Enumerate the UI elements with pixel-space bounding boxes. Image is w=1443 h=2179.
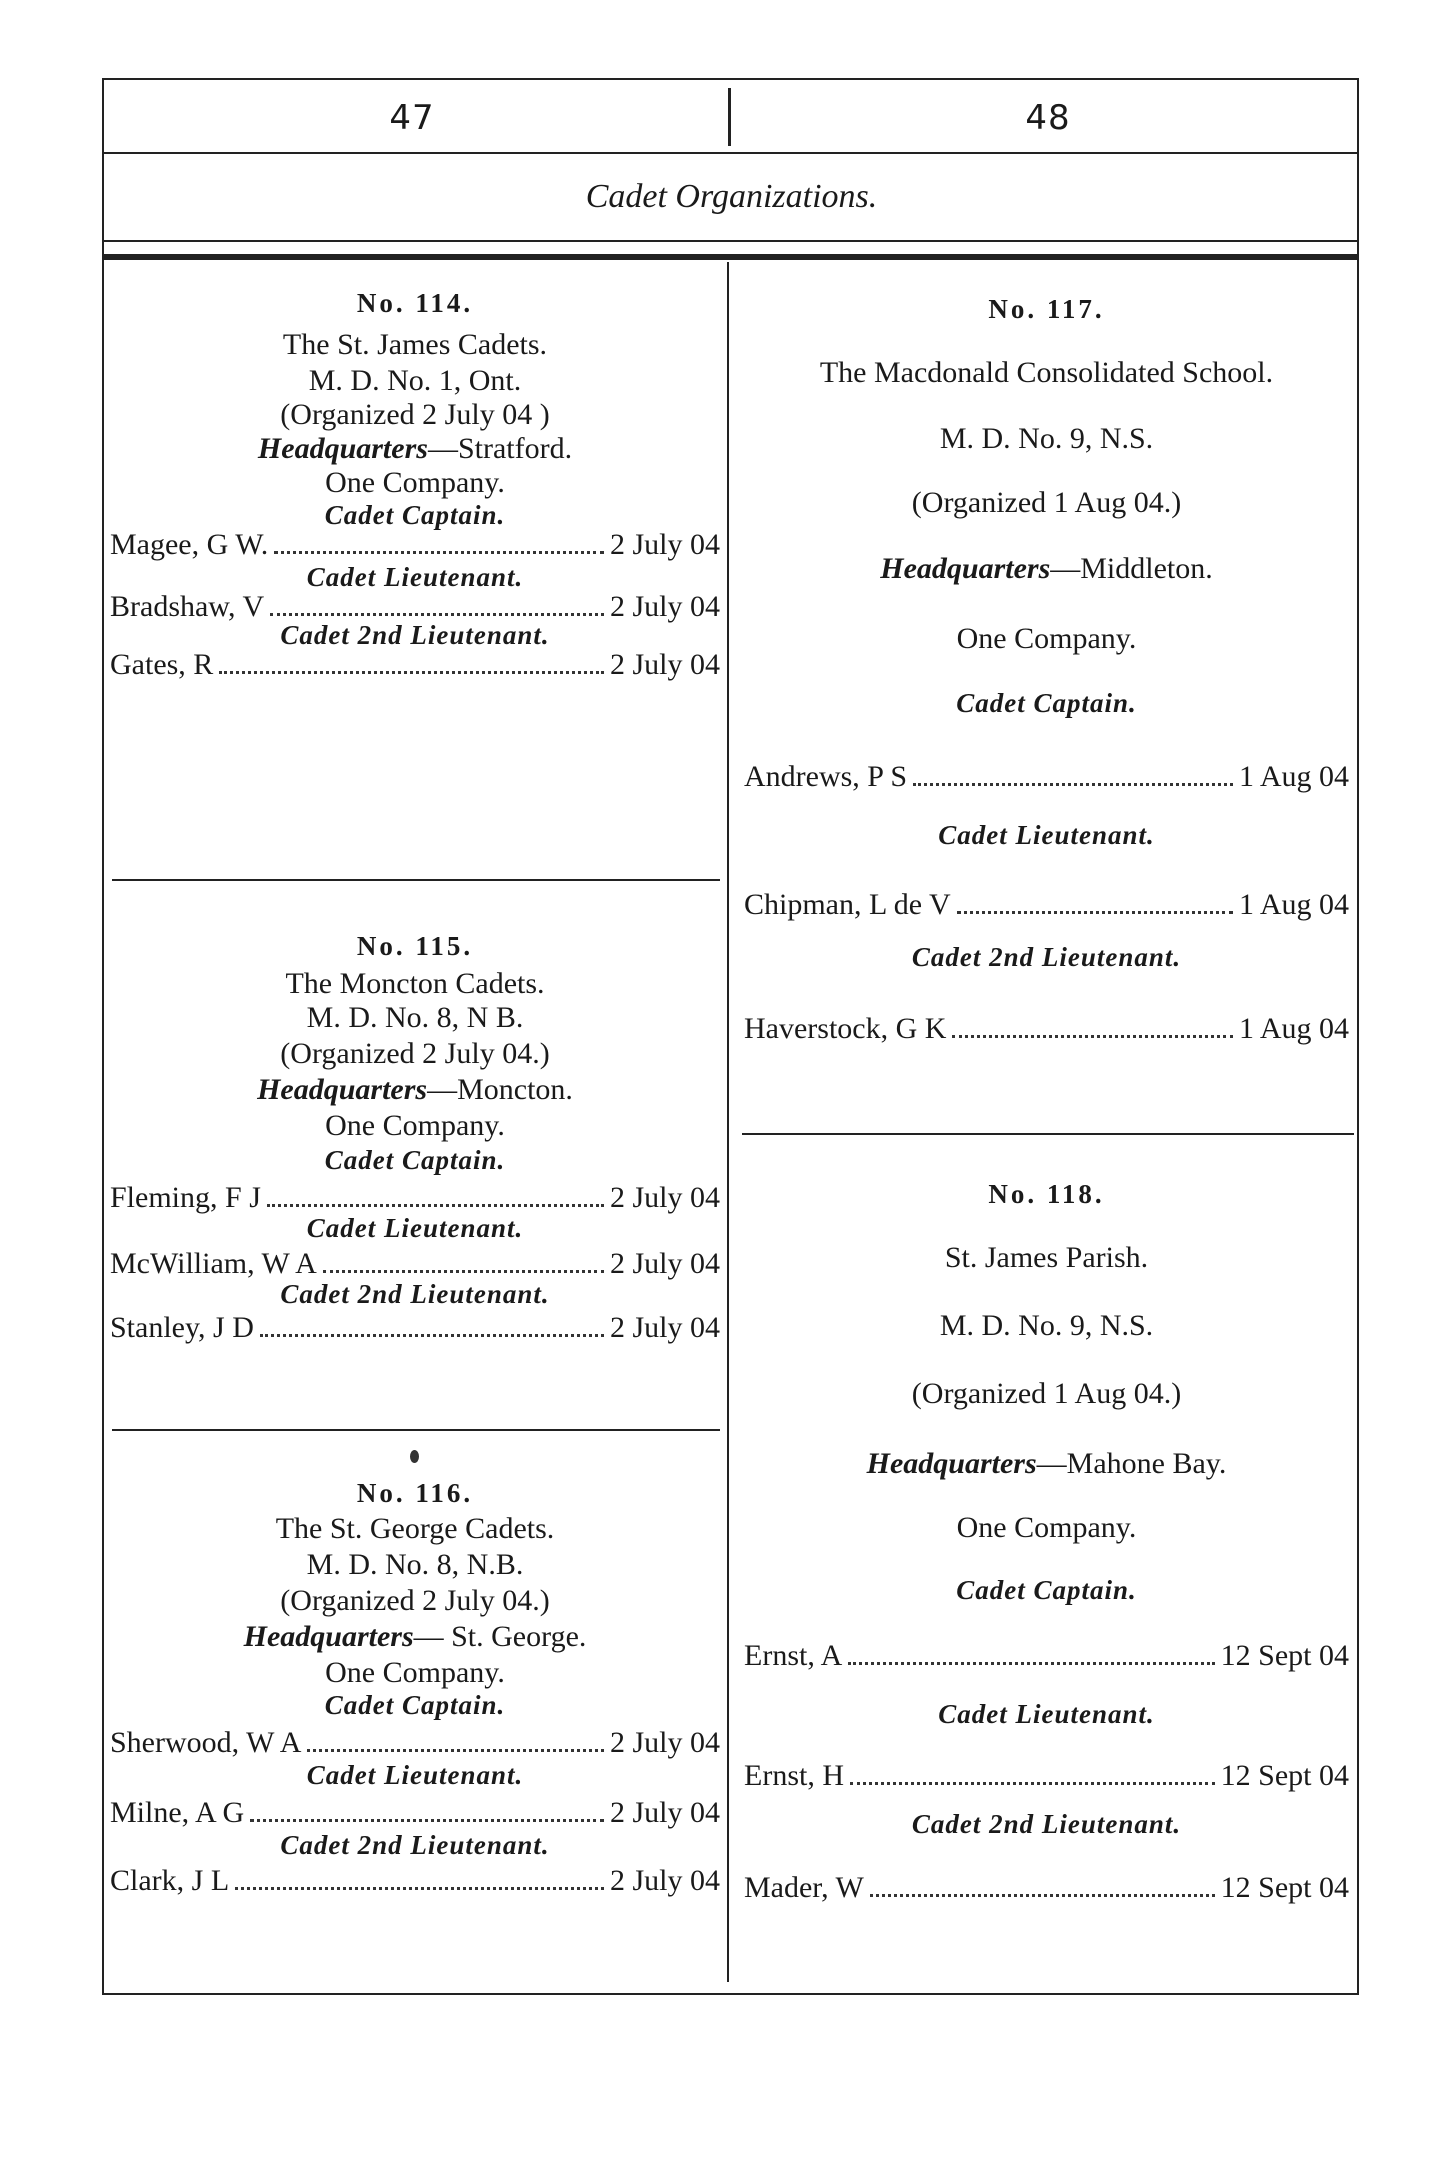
officer-name: Bradshaw, V bbox=[110, 590, 265, 623]
headquarters-label: Headquarters bbox=[880, 552, 1051, 585]
headquarters-place: — St. George. bbox=[413, 1620, 587, 1653]
left-separator-2 bbox=[112, 1429, 720, 1431]
appointment-date: 1 Aug 04 bbox=[1238, 888, 1349, 921]
officer-entry bbox=[110, 650, 720, 682]
officer-rank: Cadet 2nd Lieutenant. bbox=[280, 620, 550, 650]
military-district: M. D. No. 8, N B. bbox=[306, 1001, 524, 1034]
headquarters bbox=[110, 1075, 720, 1105]
headquarters-place: —Mahone Bay. bbox=[1036, 1447, 1227, 1480]
leader-dots bbox=[267, 1204, 604, 1207]
appointment-date: 12 Sept 04 bbox=[1220, 1871, 1349, 1904]
officer-name: McWilliam, W A bbox=[110, 1247, 317, 1280]
headquarters bbox=[110, 434, 720, 464]
appointment-date: 2 July 04 bbox=[609, 1247, 720, 1280]
organized-date: (Organized 2 July 04.) bbox=[280, 1037, 550, 1070]
organization-number: No. 118. bbox=[988, 1179, 1105, 1209]
leader-dots bbox=[870, 1894, 1215, 1897]
officer-rank: Cadet Lieutenant. bbox=[306, 1760, 524, 1790]
officer-entry bbox=[110, 1249, 720, 1281]
officer-entry bbox=[110, 530, 720, 562]
headquarters-label: Headquarters bbox=[257, 432, 428, 465]
headquarters bbox=[744, 1449, 1349, 1479]
officer-rank: Cadet Lieutenant. bbox=[306, 562, 524, 592]
company-count: One Company. bbox=[325, 466, 505, 499]
left-page-number: 47 bbox=[389, 98, 435, 138]
military-district: M. D. No. 9, N.S. bbox=[939, 1309, 1154, 1342]
officer-entry bbox=[744, 1014, 1349, 1046]
appointment-date: 12 Sept 04 bbox=[1220, 1759, 1349, 1792]
officer-name: Ernst, H bbox=[744, 1759, 844, 1792]
officer-rank: Cadet Captain. bbox=[324, 500, 506, 530]
column-divider bbox=[727, 262, 729, 1982]
leader-dots bbox=[250, 1819, 604, 1822]
organization-number: No. 114. bbox=[356, 288, 474, 318]
organized-date: (Organized 1 Aug 04.) bbox=[911, 1377, 1182, 1410]
leader-dots bbox=[270, 613, 604, 616]
organization-name: The Macdonald Consolidated School. bbox=[819, 356, 1274, 389]
officer-rank: Cadet 2nd Lieutenant. bbox=[911, 1809, 1182, 1839]
headquarters-label: Headquarters bbox=[257, 1073, 428, 1106]
officer-rank: Cadet Captain. bbox=[324, 1690, 506, 1720]
officer-rank: Cadet Lieutenant. bbox=[938, 1699, 1155, 1729]
right-separator-1 bbox=[742, 1133, 1354, 1135]
leader-dots bbox=[274, 551, 604, 554]
officer-name: Andrews, P S bbox=[744, 760, 908, 793]
officer-entry bbox=[110, 1866, 720, 1898]
frame-left-border bbox=[102, 78, 104, 1993]
officer-name: Milne, A G bbox=[110, 1796, 245, 1829]
headquarters bbox=[110, 1622, 720, 1652]
leader-dots bbox=[913, 783, 1233, 786]
officer-entry bbox=[110, 1798, 720, 1830]
military-district: M. D. No. 9, N.S. bbox=[939, 422, 1154, 455]
section-title: Cadet Organizations. bbox=[585, 178, 878, 215]
officer-rank: Cadet Lieutenant. bbox=[938, 820, 1155, 850]
page-frame bbox=[102, 78, 1361, 1995]
officer-name: Chipman, L de V bbox=[744, 888, 951, 921]
officer-rank: Cadet Captain. bbox=[324, 1145, 506, 1175]
officer-name: Fleming, F J bbox=[110, 1181, 261, 1214]
headquarters-place: —Moncton. bbox=[427, 1073, 573, 1106]
headquarters-place: —Middleton. bbox=[1050, 552, 1213, 585]
officer-entry bbox=[744, 890, 1349, 922]
leader-dots bbox=[235, 1887, 604, 1890]
officer-name: Stanley, J D bbox=[110, 1311, 254, 1344]
frame-right-border bbox=[1357, 78, 1359, 1993]
ink-speck bbox=[410, 1450, 419, 1463]
officer-name: Gates, R bbox=[110, 648, 214, 681]
appointment-date: 1 Aug 04 bbox=[1238, 760, 1349, 793]
officer-rank: Cadet 2nd Lieutenant. bbox=[280, 1279, 550, 1309]
organized-date: (Organized 1 Aug 04.) bbox=[911, 486, 1182, 519]
right-page-number: 48 bbox=[1025, 98, 1071, 138]
military-district: M. D. No. 8, N.B. bbox=[306, 1548, 524, 1581]
officer-name: Haverstock, G K bbox=[744, 1012, 947, 1045]
officer-entry bbox=[110, 1728, 720, 1760]
appointment-date: 2 July 04 bbox=[609, 1181, 720, 1214]
officer-name: Ernst, A bbox=[744, 1639, 843, 1672]
appointment-date: 2 July 04 bbox=[609, 1726, 720, 1759]
organization-name: St. James Parish. bbox=[944, 1241, 1149, 1274]
officer-entry bbox=[744, 1761, 1349, 1793]
leader-dots bbox=[952, 1035, 1233, 1038]
officer-name: Clark, J L bbox=[110, 1864, 230, 1897]
headquarters-label: Headquarters bbox=[243, 1620, 414, 1653]
appointment-date: 2 July 04 bbox=[609, 1864, 720, 1897]
leader-dots bbox=[260, 1334, 604, 1337]
leader-dots bbox=[848, 1662, 1214, 1665]
organization-name: The St. James Cadets. bbox=[282, 328, 548, 361]
headquarters bbox=[744, 554, 1349, 584]
appointment-date: 2 July 04 bbox=[609, 1796, 720, 1829]
officer-name: Magee, G W. bbox=[110, 528, 269, 561]
organization-number: No. 116. bbox=[356, 1478, 474, 1508]
company-count: One Company. bbox=[325, 1109, 505, 1142]
organization-number: No. 117. bbox=[988, 294, 1105, 324]
officer-entry bbox=[744, 1641, 1349, 1673]
left-column bbox=[110, 78, 720, 1988]
officer-entry bbox=[744, 762, 1349, 794]
appointment-date: 12 Sept 04 bbox=[1220, 1639, 1349, 1672]
bottom-rule bbox=[102, 1993, 1359, 1995]
page-number-divider bbox=[728, 88, 731, 146]
leader-dots bbox=[850, 1782, 1215, 1785]
organization-name: The Moncton Cadets. bbox=[285, 967, 545, 1000]
organization-name: The St. George Cadets. bbox=[275, 1512, 555, 1545]
company-count: One Company. bbox=[956, 622, 1137, 655]
leader-dots bbox=[957, 911, 1233, 914]
headquarters-label: Headquarters bbox=[866, 1447, 1037, 1480]
left-separator-1 bbox=[112, 879, 720, 881]
organized-date: (Organized 2 July 04 ) bbox=[280, 398, 550, 431]
leader-dots bbox=[307, 1749, 604, 1752]
right-column bbox=[744, 78, 1349, 1988]
officer-name: Mader, W bbox=[744, 1871, 864, 1904]
company-count: One Company. bbox=[325, 1656, 505, 1689]
appointment-date: 2 July 04 bbox=[609, 528, 720, 561]
leader-dots bbox=[323, 1270, 604, 1273]
appointment-date: 2 July 04 bbox=[609, 648, 720, 681]
appointment-date: 2 July 04 bbox=[609, 590, 720, 623]
military-district: M. D. No. 1, Ont. bbox=[308, 364, 522, 397]
officer-rank: Cadet 2nd Lieutenant. bbox=[280, 1830, 550, 1860]
appointment-date: 2 July 04 bbox=[609, 1311, 720, 1344]
officer-name: Sherwood, W A bbox=[110, 1726, 302, 1759]
organization-number: No. 115. bbox=[356, 931, 474, 961]
officer-rank: Cadet Captain. bbox=[956, 688, 1137, 718]
officer-rank: Cadet Lieutenant. bbox=[306, 1213, 524, 1243]
company-count: One Company. bbox=[956, 1511, 1137, 1544]
officer-rank: Cadet Captain. bbox=[956, 1575, 1137, 1605]
officer-rank: Cadet 2nd Lieutenant. bbox=[911, 942, 1182, 972]
leader-dots bbox=[219, 671, 604, 674]
appointment-date: 1 Aug 04 bbox=[1238, 1012, 1349, 1045]
officer-entry bbox=[110, 1183, 720, 1215]
organized-date: (Organized 2 July 04.) bbox=[280, 1584, 550, 1617]
officer-entry bbox=[110, 1313, 720, 1345]
headquarters-place: —Stratford. bbox=[427, 432, 573, 465]
officer-entry bbox=[744, 1873, 1349, 1905]
